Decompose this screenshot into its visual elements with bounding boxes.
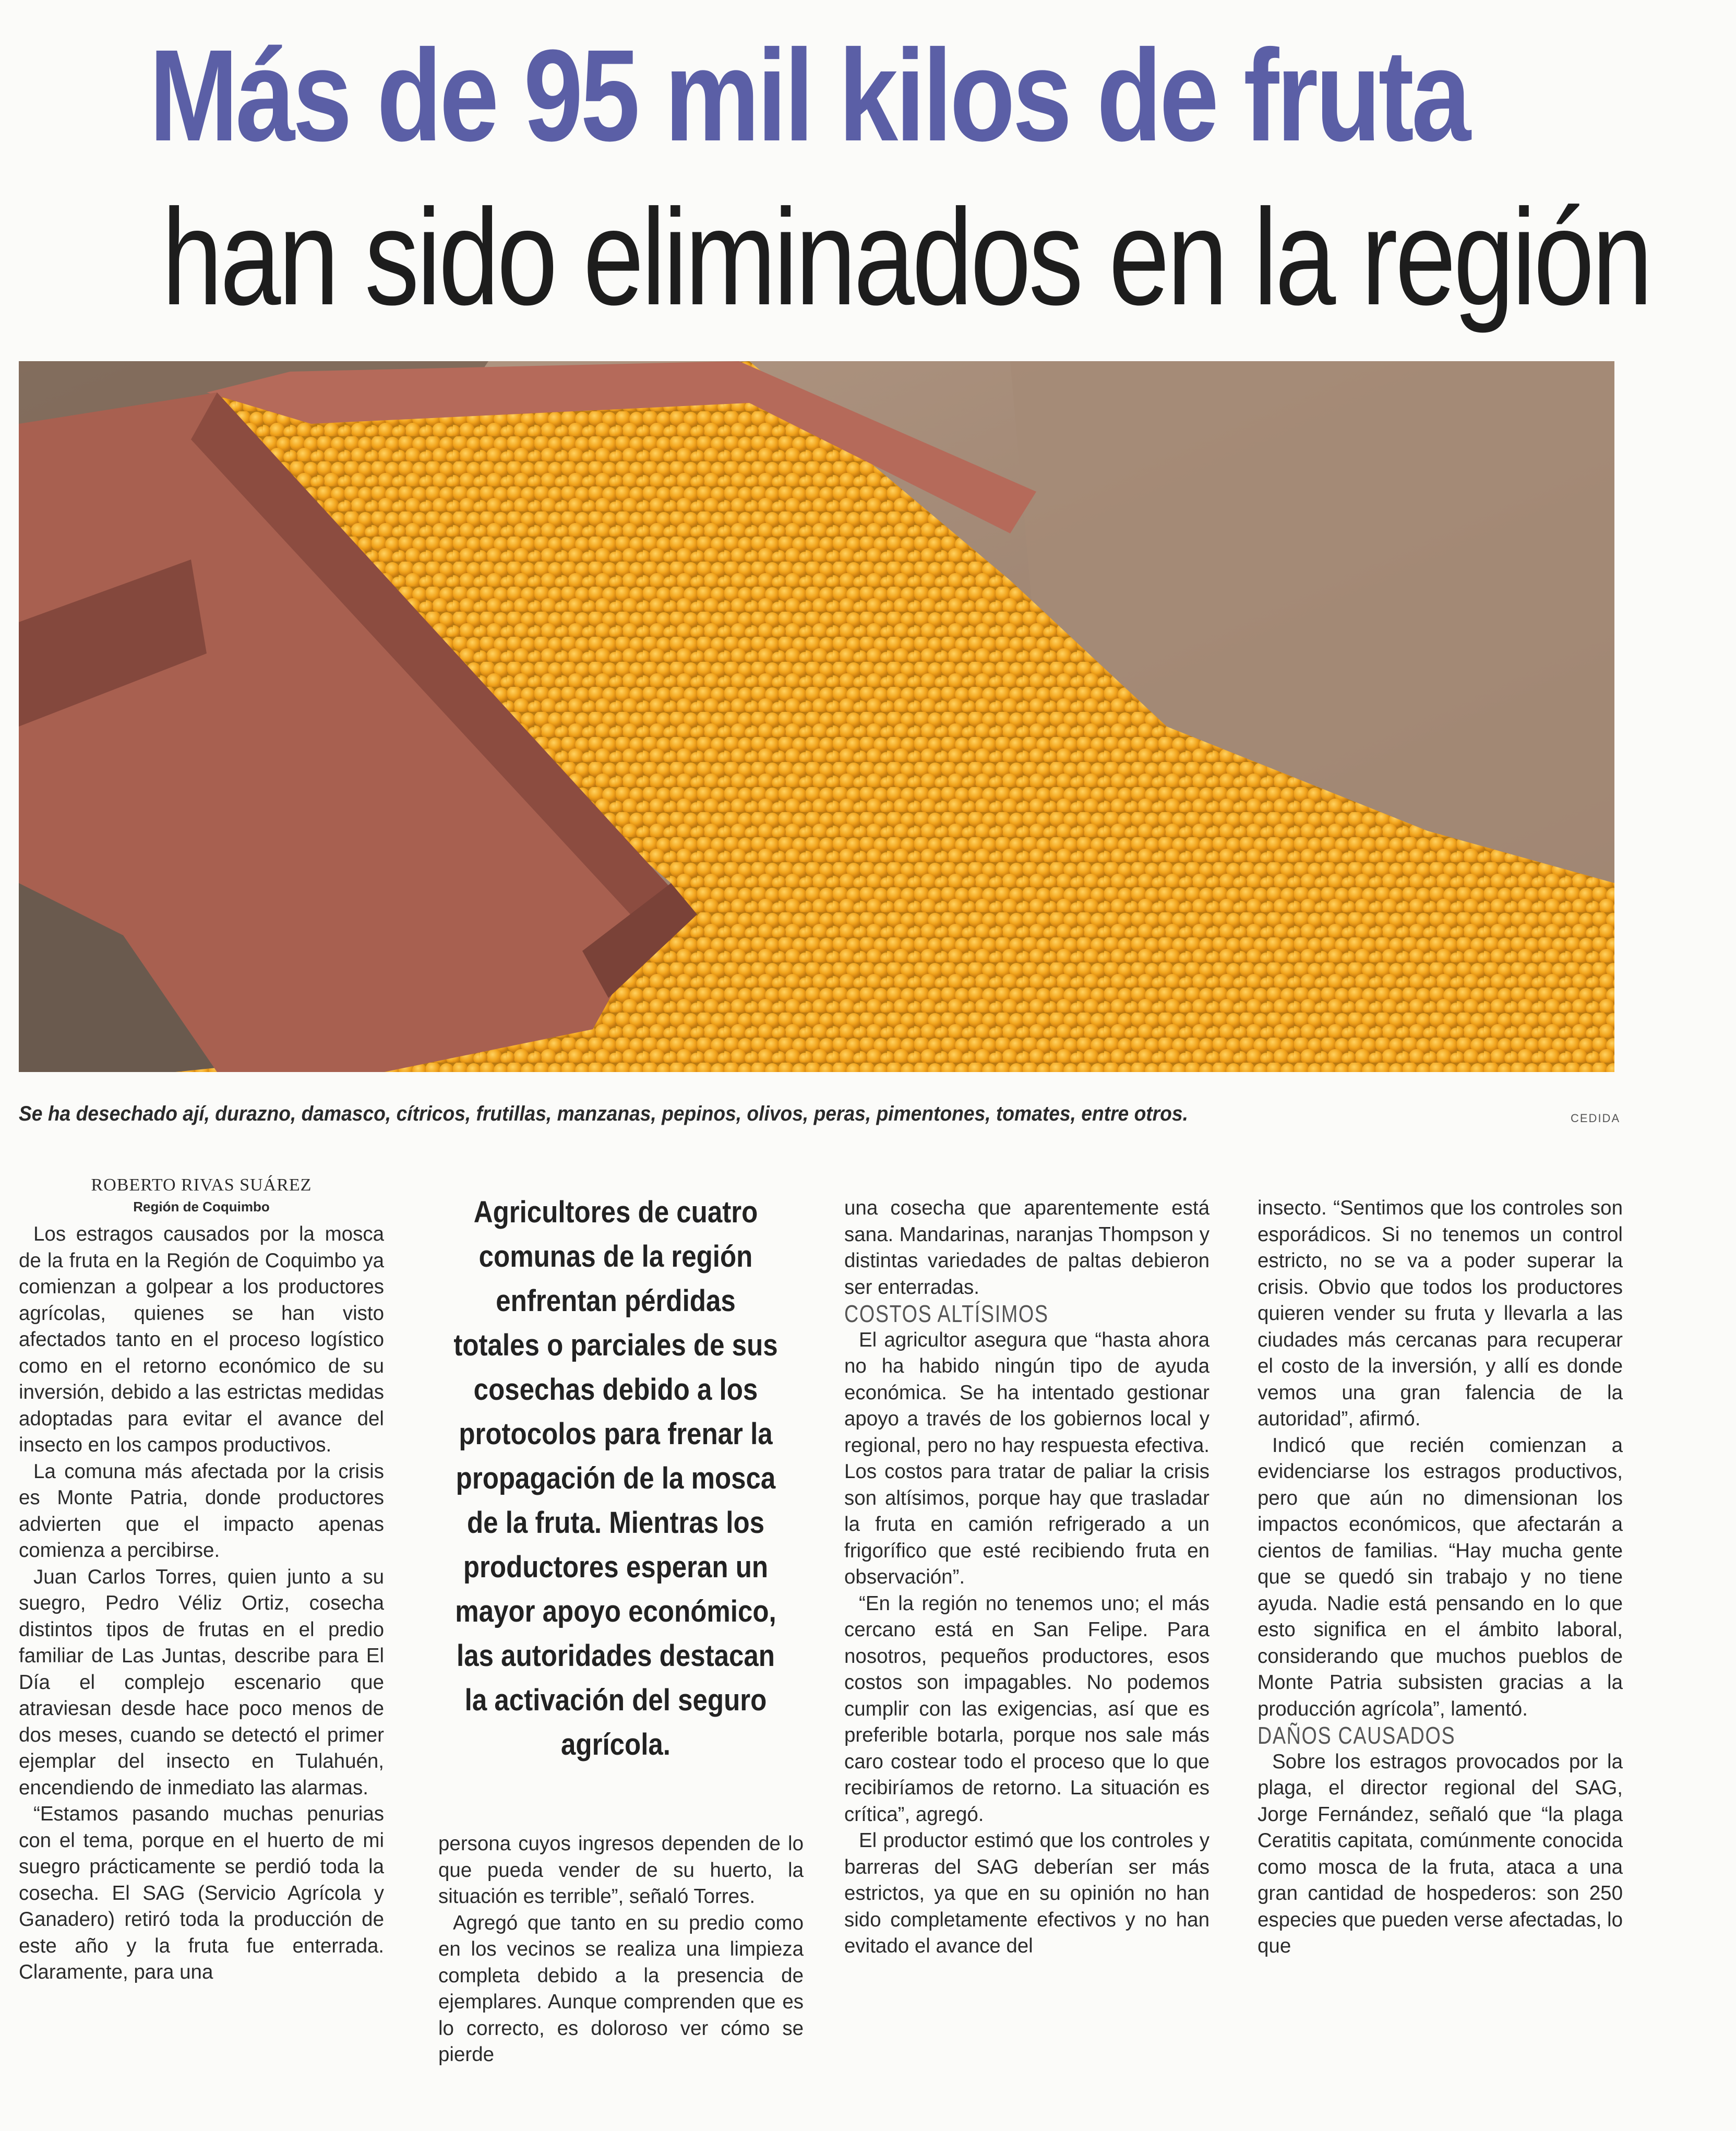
paragraph: El agricultor asegura que “hasta ahora no ha habido ningún tipo de ayuda económica. Se ha intentado gestionar apoyo a través de los gobiernos local y regional, pero no hay respuesta efectiva. Los costos para tratar de paliar la crisis son altísimos, porque hay que trasladar la fruta en camión refrigerado a un frigorífico que esté recibiendo fruta en observación”. (844, 1328, 1210, 1588)
photo-caption: Se ha desechado ají, durazno, damasco, cítricos, frutillas, manzanas, pepinos, olivos, peras, pimentones, tomates, entre otros. (19, 1102, 1188, 1125)
paragraph: Indicó que recién comienzan a evidenciarse los estragos productivos, pero que aún no dimensionan los impactos económicos, que afectarán a cientos de familias. “Hay mucha gente que se quedó sin trabajo y no tiene ayuda. Nadie está pensando en lo que esto significa en el ámbito laboral, considerando que muchos pueblos de Monte Patria subsisten gracias a la producción agrícola”, lamentó. (1258, 1434, 1623, 1720)
subheading-danos: DAÑOS CAUSADOS (1258, 1722, 1456, 1749)
headline-line-2: han sido eliminados en la región (162, 181, 1650, 334)
photo-credit: CEDIDA (1571, 1112, 1621, 1125)
column-4 (1258, 1195, 1623, 1960)
paragraph: La comuna más afectada por la crisis es Monte Patria, donde productores advierten que el impacto apenas comienza a percibirse. (19, 1460, 384, 1562)
paragraph: “En la región no tenemos uno; el más cercano está en San Felipe. Para nosotros, pequeños productores, esos costos son impagables. No podemos cumplir con las exigencias, así que es preferible botarla, porque nos sale más caro costear todo el proceso que lo que recibiríamos de retorno. La situación es crítica”, agregó. (844, 1592, 1210, 1826)
author-region: Región de Coquimbo (133, 1199, 270, 1215)
paragraph: insecto. “Sentimos que los controles son esporádicos. Si no tenemos un control estricto, no se va a poder superar la crisis. Obvio que todos los productores quieren vender su fruta y llevarla a las ciudades más cercanas para recuperar el costo de la inversión, y allí es donde vemos una gran falencia de la autoridad”, afirmó. (1258, 1197, 1623, 1430)
author-byline: ROBERTO RIVAS SUÁREZ (91, 1175, 312, 1195)
paragraph: Sobre los estragos provocados por la plaga, el director regional del SAG, Jorge Fernández, señaló que “la plaga Ceratitis capitata, comúnmente conocida como mosca de la fruta, ataca a una gran cantidad de hospederos: son 250 especies que pueden verse afectadas, lo que (1258, 1750, 1623, 1957)
paragraph: El productor estimó que los controles y barreras del SAG deberían ser más estrictos, ya que en su opinión no han sido completamente efectivos y no han evitado el avance del (844, 1829, 1210, 1957)
column-3 (844, 1195, 1210, 1960)
paragraph: “Estamos pasando muchas penurias con el tema, porque en el huerto de mi suegro prácticamente se perdió toda la cosecha. El SAG (Servicio Agrícola y Ganadero) retiró toda la producción de este año y la fruta fue enterrada. Claramente, para una (19, 1803, 384, 1983)
subheading-costos: COSTOS ALTÍSIMOS (844, 1300, 1049, 1327)
column-1 (19, 1175, 384, 1986)
paragraph: Juan Carlos Torres, quien junto a su suegro, Pedro Véliz Ortiz, cosecha distintos tipos de frutas en el predio familiar de Las Juntas, describe para El Día el complejo escenario que atraviesan desde hace poco menos de dos meses, cuando se detectó el primer ejemplar del insecto en Tulahuén, encendiendo de inmediato las alarmas. (19, 1565, 384, 1799)
lead-summary: Agricultores de cuatro comunas de la región enfrentan pérdidas totales o parciales de sus cosechas debido a los protocolos para frenar la propagación de la mosca de la fruta. Mientras los productores esperan un mayor apoyo económico, las autoridades destacan la activación del seguro agrícola. (453, 1195, 778, 1761)
paragraph: una cosecha que aparentemente está sana. Mandarinas, naranjas Thompson y distintas variedades de paltas debieron ser enterradas. (844, 1197, 1210, 1299)
fruit-dumping-illustration (19, 361, 1614, 1072)
article-photo (19, 361, 1614, 1072)
paragraph: persona cuyos ingresos dependen de lo que pueda vender de su huerto, la situación es terrible”, señaló Torres. (438, 1832, 804, 1908)
paragraph: Agregó que tanto en su predio como en los vecinos se realiza una limpieza completa debido a la presencia de ejemplares. Aunque comprenden que es lo correcto, es doloroso ver cómo se pierde (438, 1911, 804, 2066)
paragraph: Los estragos causados por la mosca de la fruta en la Región de Coquimbo ya comienzan a golpear a los productores agrícolas, quienes se han visto afectados tanto en el proceso logístico como en el retorno económico de su inversión, debido a las estrictas medidas adoptadas para evitar el avance del insecto en los campos productivos. (19, 1223, 384, 1456)
headline-line-1: Más de 95 mil kilos de fruta (149, 22, 1469, 168)
column-2 (438, 1831, 804, 2068)
